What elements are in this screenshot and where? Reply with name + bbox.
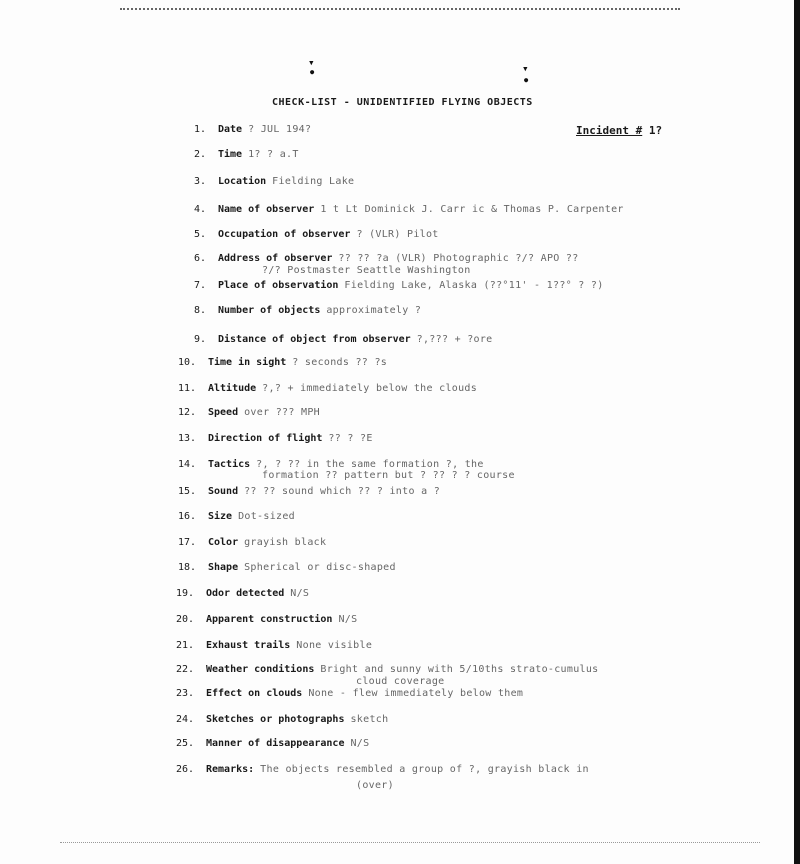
item-answer: N/S [338,614,358,625]
item-label: Color [208,537,239,548]
incident-value: 1? [648,124,663,137]
top-scan-edge [120,8,680,10]
item-answer: None - flew immediately below them [308,688,524,699]
item-answer: The objects resembled a group of ?, grayish black in [260,764,589,775]
item-answer: ? JUL 194? [248,124,312,135]
item-label: Sketches or photographs [206,714,345,725]
checklist-item [170,383,477,395]
item-answer: ?,??? + ?ore [416,334,493,345]
item-label: Size [208,511,233,522]
checklist-item [180,334,493,346]
item-answer: ?, ? ?? in the same formation ?, the [256,459,484,470]
item-number: 12. [177,407,196,418]
item-number: 4. [193,204,206,215]
item-number: 15. [177,486,196,497]
item-label: Tactics [208,459,251,470]
checklist-item [168,640,372,652]
item-answer-continuation: ?/? Postmaster Seattle Washington [262,265,471,276]
item-number: 5. [193,229,206,240]
item-label: Location [218,176,267,187]
item-label: Apparent construction [206,614,333,625]
item-number: 7. [193,280,206,291]
item-label: Odor detected [206,588,285,599]
item-answer: Dot-sized [238,511,295,522]
checklist-item [168,664,598,676]
item-number: 8. [193,305,206,316]
item-number: 19. [175,588,194,599]
item-number: 17. [177,537,196,548]
checklist-item [170,562,396,574]
item-answer: Bright and sunny with 5/10ths strato-cumulus [320,664,599,675]
item-answer: ? (VLR) Pilot [356,229,439,240]
checklist-item [180,176,354,188]
item-answer-continuation: (over) [356,780,394,791]
item-number: 14. [177,459,196,470]
checklist-item [170,357,387,369]
checklist-item [170,486,440,498]
item-label: Address of observer [218,253,333,264]
item-number: 25. [175,738,194,749]
punch-mark-left: ▾ [308,56,315,69]
checklist-item [168,764,589,776]
item-label: Place of observation [218,280,339,291]
item-number: 11. [177,383,196,394]
item-label: Shape [208,562,239,573]
item-number: 9. [193,334,206,345]
item-number: 21. [175,640,194,651]
item-label: Altitude [208,383,257,394]
checklist-item [180,280,604,292]
checklist-item [180,253,579,265]
item-label: Time [218,149,243,160]
punch-mark-right: ▾ [522,62,529,75]
item-number: 6. [193,253,206,264]
item-number: 1. [193,124,206,135]
checklist-item [180,124,311,136]
item-label: Time in sight [208,357,287,368]
item-answer-continuation: cloud coverage [356,676,445,687]
item-number: 13. [177,433,196,444]
item-label: Exhaust trails [206,640,291,651]
punch-mark-right-lower: ● [524,76,529,84]
checklist-item [170,407,320,419]
incident-label: Incident # [576,124,643,137]
item-label: Speed [208,407,239,418]
item-answer-continuation: formation ?? pattern but ? ?? ? ? course [262,470,515,481]
item-number: 18. [177,562,196,573]
item-number: 26. [175,764,194,775]
item-answer: ?? ? ?E [328,433,373,444]
item-number: 24. [175,714,194,725]
checklist-item [168,614,357,626]
item-answer: ?? ?? ?a (VLR) Photographic ?/? APO ?? [338,253,579,264]
item-answer: Spherical or disc-shaped [244,562,396,573]
item-label: Number of objects [218,305,321,316]
item-label: Name of observer [218,204,315,215]
checklist-item [180,149,299,161]
item-number: 10. [177,357,196,368]
checklist-item [170,537,326,549]
checklist-item [170,433,373,445]
item-answer: Fielding Lake, Alaska (??°11' - 1??° ? ?) [344,280,604,291]
checklist-item [170,511,295,523]
item-answer: N/S [350,738,370,749]
checklist-item [180,204,624,216]
item-answer: grayish black [244,537,327,548]
item-label: Manner of disappearance [206,738,345,749]
item-label: Effect on clouds [206,688,303,699]
item-answer: N/S [290,588,310,599]
checklist-item [168,714,388,726]
item-number: 2. [193,149,206,160]
item-number: 3. [193,176,206,187]
item-number: 16. [177,511,196,522]
item-answer: over ??? MPH [244,407,320,418]
item-number: 20. [175,614,194,625]
item-answer: Fielding Lake [272,176,355,187]
item-answer: approximately ? [326,305,422,316]
item-answer: 1? ? a.T [248,149,299,160]
item-label: Remarks: [206,764,255,775]
item-answer: sketch [350,714,389,725]
right-scan-edge [794,0,800,864]
punch-mark-left-lower: ● [310,68,315,76]
checklist-item [168,588,309,600]
incident-number [576,124,662,137]
checklist-item [180,305,421,317]
item-label: Occupation of observer [218,229,351,240]
item-answer: ?,? + immediately below the clouds [262,383,478,394]
item-answer: 1 t Lt Dominick J. Carr ic & Thomas P. Carpenter [320,204,624,215]
item-answer: ? seconds ?? ?s [292,357,388,368]
checklist-item [180,229,439,241]
item-number: 22. [175,664,194,675]
item-label: Weather conditions [206,664,315,675]
item-number: 23. [175,688,194,699]
item-label: Date [218,124,243,135]
item-answer: None visible [296,640,373,651]
item-label: Distance of object from observer [218,334,411,345]
item-label: Direction of flight [208,433,323,444]
checklist-item [168,688,523,700]
item-answer: ?? ?? sound which ?? ? into a ? [244,486,441,497]
checklist-item [168,738,369,750]
bottom-scan-edge [60,842,760,843]
item-label: Sound [208,486,239,497]
document-title: CHECK-LIST - UNIDENTIFIED FLYING OBJECTS [272,97,533,108]
